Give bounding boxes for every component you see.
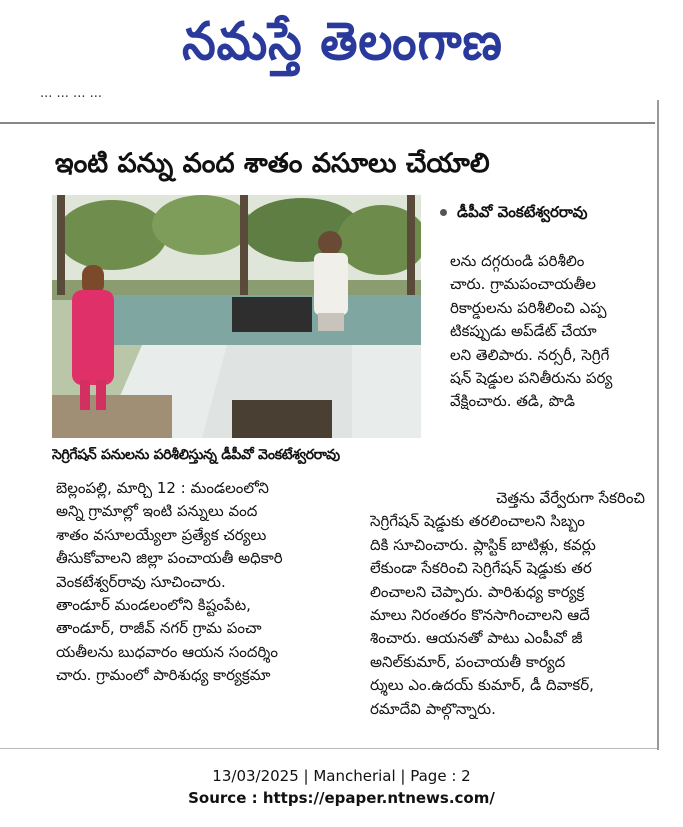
cropped-previous-article-line [40,92,630,106]
body-line: అన్ని గ్రామాల్లో ఇంటి పన్నులు వంద [56,502,258,521]
body-line: దికి సూచించారు. ప్లాస్టిక్ బాటిళ్లు, కవర్లు [370,535,596,554]
photo-illustration [52,195,421,438]
byline [440,200,660,224]
article-body-left [56,477,356,688]
newspaper-logo: నమస్తే తెలంగాణ [182,12,503,72]
cropped-line-text: ... ... ... ... [40,92,102,101]
body-line: టికప్పుడు అప్‌డేట్ చేయా [450,322,597,341]
body-line: మాలు నిరంతరం కొనసాగించాలని ఆదే [370,606,590,625]
body-line: ర్శులు ఎం.ఉదయ్ కుమార్, డీ దివాకర్, [370,676,594,695]
body-line: వేక్షించారు. తడి, పొడి [450,392,575,411]
body-line: యతీలను బుధవారం ఆయన సందర్శిం [56,642,278,661]
body-line: షన్ షెడ్డుల పనితీరును పర్య [450,369,613,388]
footer-source-link[interactable]: Source : https://epaper.ntnews.com/ [188,789,495,807]
body-line: లను దగ్గరుండి పరిశీలిం [450,252,585,270]
body-line: బెల్లంపల్లి, మార్చి 12 : మండలంలోని [56,479,269,497]
body-line: లేకుండా సేకరించి సెగ్రిగేషన్ షెడ్డుకు తర [370,559,592,578]
body-line: సెగ్రిగేషన్ షెడ్డుకు తరలించాలని సిబ్బం [370,512,585,531]
photo-caption: సెగ్రిగేషన్ పనులను పరిశీలిస్తున్న డీపీవో వెంకటేశ్వరరావు [52,447,340,463]
article-photo [52,195,421,438]
column-divider [657,100,659,750]
body-line: తీసుకోవాలని జిల్లా పంచాయతీ అధికారి [56,549,283,568]
body-line: చారు. గ్రామపంచాయతీల [450,275,596,294]
bullet-icon [440,209,447,216]
footer-date-line: 13/03/2025 | Mancherial | Page : 2 [212,767,471,785]
body-line: చారు. గ్రామంలో పారిశుధ్య కార్యక్రమా [56,666,271,685]
byline-text: డీపీవో వెంకటేశ్వరరావు [457,203,588,221]
body-line: రికార్డులను పరిశీలించి ఎప్ప [450,298,607,317]
body-line: రమాదేవి పాల్గొన్నారు. [370,699,496,718]
body-line: తాండూర్ మండలంలోని కిష్టంపేట, [56,596,251,615]
masthead [0,0,683,90]
article-body-right-bottom [370,487,645,721]
body-line: అనిల్‌కుమార్, పంచాయతీ కార్యద [370,652,566,671]
article-body-right-top [450,250,643,414]
top-divider [0,122,655,124]
article-headline: ఇంటి పన్ను వంద శాతం వసూలు చేయాలి [55,148,490,179]
body-line: చెత్తను వేర్వేరుగా సేకరించి [495,489,645,507]
adjacent-article-strip [660,100,683,750]
body-line: శాతం వసూలయ్యేలా ప్రత్యేక చర్యలు [56,525,267,544]
body-line: వెంకటేశ్వర్‌రావు సూచించారు. [56,572,226,591]
body-line: లించాలని చెప్పారు. పారిశుధ్య కార్యక్ర [370,582,585,601]
body-line: లని తెలిపారు. నర్సరీ, సెగ్రిగే [450,345,610,364]
body-line: శించారు. ఆయనతో పాటు ఎంపీవో జీ [370,629,583,648]
bottom-divider [0,748,657,749]
body-line: తాండూర్, రాజీవ్ నగర్ గ్రామ పంచా [56,619,262,638]
